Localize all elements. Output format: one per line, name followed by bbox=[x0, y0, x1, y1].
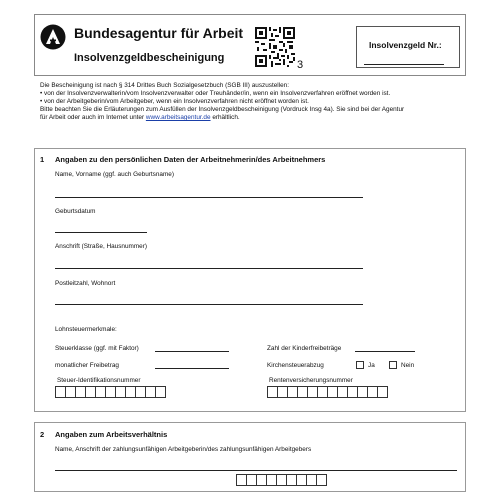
church-tax-no-label: Nein bbox=[401, 362, 415, 369]
postal-label: Postleitzahl, Wohnort bbox=[55, 280, 116, 287]
section-1-number: 1 bbox=[40, 155, 45, 164]
name-label: Name, Vorname (ggf. auch Geburtsname) bbox=[55, 171, 174, 178]
barcode-number: 3 bbox=[297, 59, 304, 71]
child-allowance-field[interactable] bbox=[355, 351, 415, 352]
child-allowance-label: Zahl der Kinderfreibeträge bbox=[267, 345, 342, 352]
digit-cell[interactable] bbox=[155, 386, 166, 398]
reference-number-label: Insolvenzgeld Nr.: bbox=[369, 40, 442, 50]
pension-number-label: Rentenversicherungsnummer bbox=[269, 377, 353, 384]
tax-features-label: Lohnsteuermerkmale: bbox=[55, 326, 117, 333]
church-tax-no-checkbox[interactable] bbox=[389, 361, 397, 369]
employer-label: Name, Anschrift der zahlungsunfähigen Arbeitgeberin/des zahlungsunfähigen Arbeitgebers bbox=[55, 446, 312, 453]
address-label: Anschrift (Straße, Hausnummer) bbox=[55, 243, 147, 250]
monthly-allowance-field[interactable] bbox=[155, 368, 229, 369]
postal-field[interactable] bbox=[55, 304, 363, 305]
tax-class-label: Steuerklasse (ggf. mit Faktor) bbox=[55, 345, 139, 352]
church-tax-label: Kirchensteuerabzug bbox=[267, 362, 324, 369]
intro-link-suffix: erhältlich. bbox=[212, 114, 240, 121]
digit-cell[interactable] bbox=[316, 474, 327, 486]
monthly-allowance-label: monatlicher Freibetrag bbox=[55, 362, 119, 369]
section-2-number: 2 bbox=[40, 430, 45, 439]
digit-cell[interactable] bbox=[377, 386, 388, 398]
tax-id-label: Steuer-Identifikationsnummer bbox=[57, 377, 141, 384]
reference-number-field[interactable] bbox=[364, 64, 444, 65]
church-tax-yes-label: Ja bbox=[368, 362, 375, 369]
intro-link-prefix: für Arbeit oder auch im Internet unter bbox=[40, 114, 145, 121]
address-field[interactable] bbox=[55, 268, 363, 269]
section-1-title: Angaben zu den persönlichen Daten der Arbeitnehmerin/des Arbeitnehmers bbox=[55, 155, 326, 164]
qr-code-icon bbox=[255, 27, 295, 67]
employer-code-field[interactable] bbox=[236, 474, 338, 486]
organization-name: Bundesagentur für Arbeit bbox=[74, 25, 244, 41]
intro-bullet: • von der Arbeitgeberin/vom Arbeitgeber, wenn ein Insolvenzverfahren nicht eröffnet worden ist. bbox=[40, 98, 309, 105]
intro-bullet: • von der Insolvenzverwalterin/vom Insolvenzverwalter oder Treuhänder/in, wenn ein Insolvenzverfahren eröffnet worden ist. bbox=[40, 90, 391, 97]
birthdate-field[interactable] bbox=[55, 232, 147, 233]
arbeitsagentur-link[interactable]: www.arbeitsagentur.de bbox=[145, 114, 211, 121]
name-field[interactable] bbox=[55, 197, 363, 198]
pension-number-field[interactable] bbox=[267, 386, 451, 398]
intro-line: Bitte beachten Sie die Erläuterungen zum Ausfüllen der Insolvenzgeldbescheinigung (Vordruck Insg 4a). Sie sind bei der Agentur bbox=[40, 106, 405, 113]
birthdate-label: Geburtsdatum bbox=[55, 208, 96, 215]
intro-line bbox=[40, 114, 240, 122]
tax-id-field[interactable] bbox=[55, 386, 239, 398]
ba-logo-icon bbox=[40, 24, 66, 50]
document-title: Insolvenzgeldbescheinigung bbox=[74, 52, 225, 64]
tax-class-field[interactable] bbox=[155, 351, 229, 352]
section-2-title: Angaben zum Arbeitsverhältnis bbox=[55, 430, 168, 439]
church-tax-yes-checkbox[interactable] bbox=[356, 361, 364, 369]
employer-field[interactable] bbox=[55, 470, 457, 471]
intro-line: Die Bescheinigung ist nach § 314 Drittes Buch Sozialgesetzbuch (SGB III) auszustellen: bbox=[40, 82, 290, 89]
